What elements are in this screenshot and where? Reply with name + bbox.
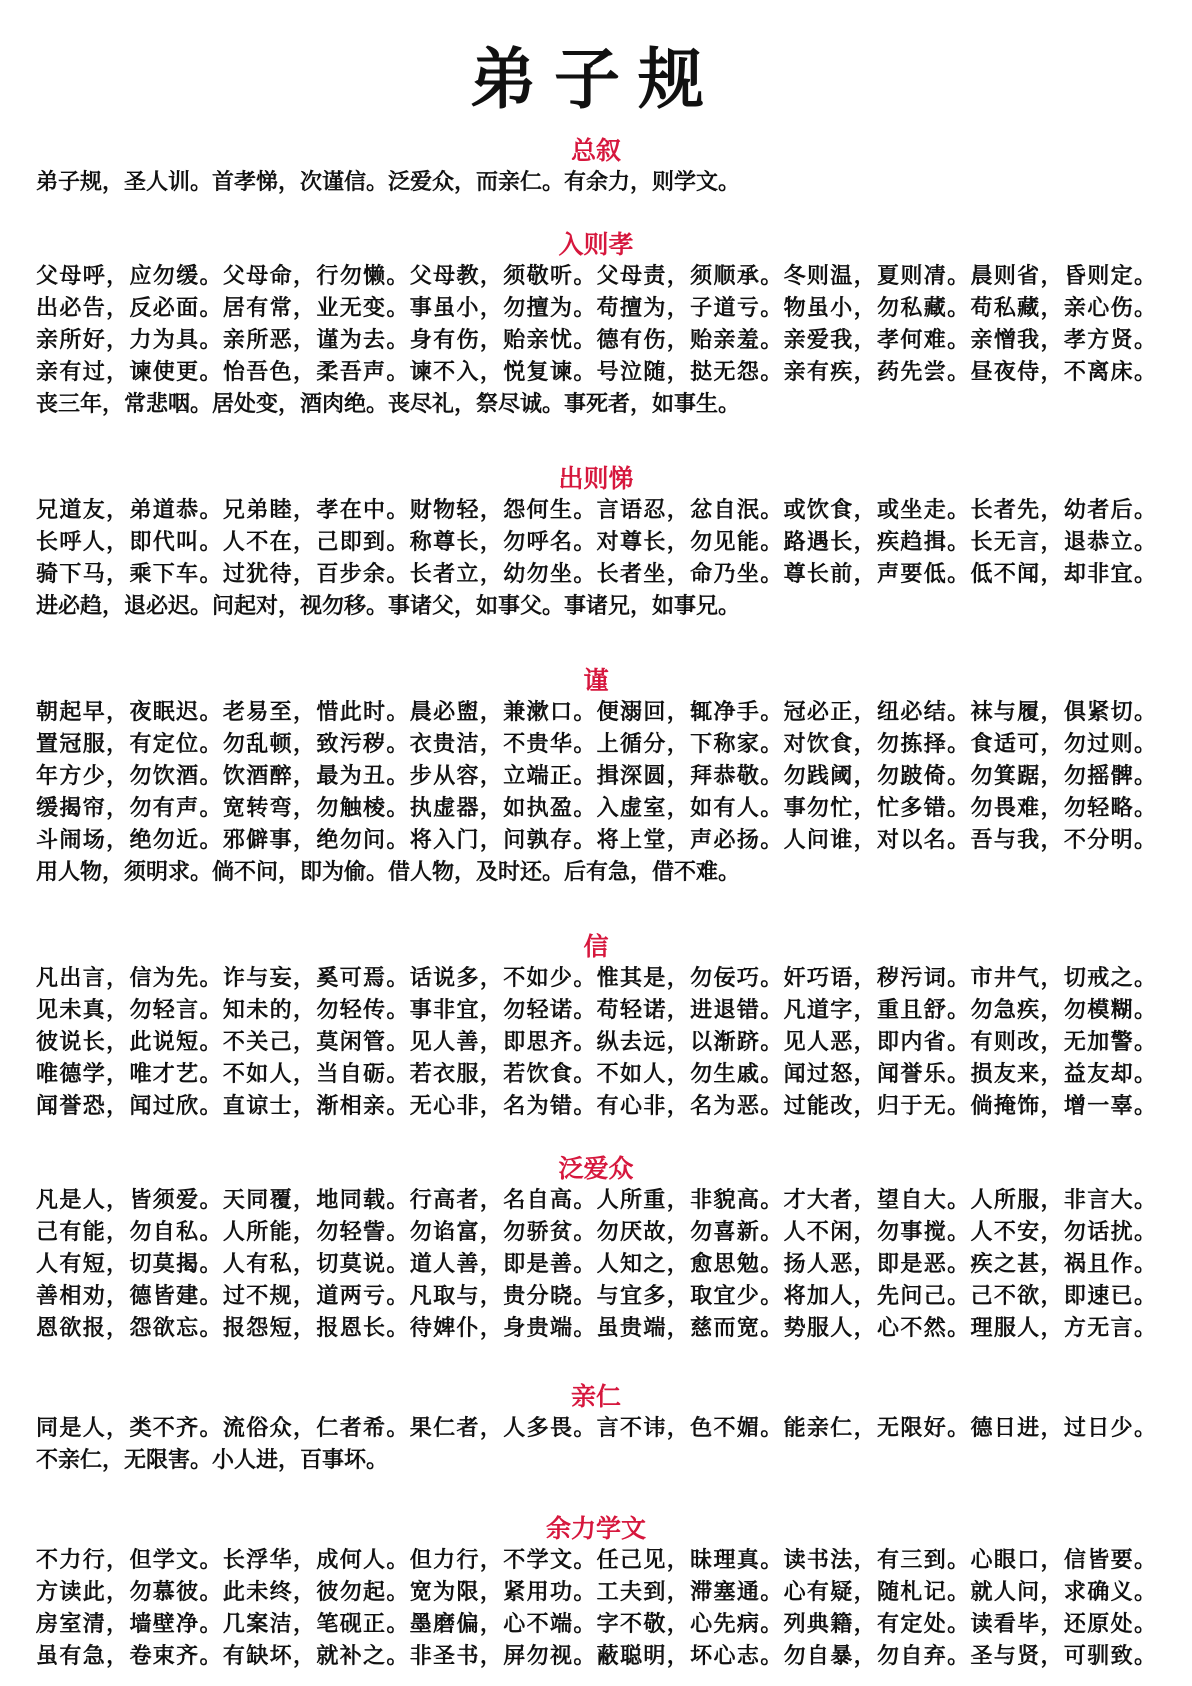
page-title: 弟子规 xyxy=(470,40,722,118)
verse-line: 骑下马，乘下车。过犹待，百步余。长者立，幼勿坐。长者坐，命乃坐。尊长前，声要低。低不闻，却非宜。 xyxy=(36,561,1156,587)
section-heading: 总叙 xyxy=(570,136,621,165)
verse-line: 用人物，须明求。倘不问，即为偷。借人物，及时还。后有急，借不难。 xyxy=(36,859,741,885)
verse-line: 斗闹场，绝勿近。邪僻事，绝勿问。将入门，问孰存。将上堂，声必扬。人问谁，对以名。吾与我，不分明。 xyxy=(36,827,1156,853)
verse-line: 见未真，勿轻言。知未的，勿轻传。事非宜，勿轻诺。苟轻诺，进退错。凡道字，重且舒。勿急疾，勿模糊。 xyxy=(36,997,1156,1023)
verse-line: 父母呼，应勿缓。父母命，行勿懒。父母教，须敬听。父母责，须顺承。冬则温，夏则凊。晨则省，昏则定。 xyxy=(36,263,1156,289)
section-ruzexiao xyxy=(36,230,1156,420)
verse-line: 凡出言，信为先。诈与妄，奚可焉。话说多，不如少。惟其是，勿佞巧。奸巧语，秽污词。市井气，切戒之。 xyxy=(36,965,1156,991)
verse-line: 年方少，勿饮酒。饮酒醉，最为丑。步从容，立端正。揖深圆，拜恭敬。勿践阈，勿跛倚。勿箕踞，勿摇髀。 xyxy=(36,763,1156,789)
verse-line: 人有短，切莫揭。人有私，切莫说。道人善，即是善。人知之，愈思勉。扬人恶，即是恶。疾之甚，祸且作。 xyxy=(36,1251,1156,1277)
verse-line: 恩欲报，怨欲忘。报怨短，报恩长。待婢仆，身贵端。虽贵端，慈而宽。势服人，心不然。理服人，方无言。 xyxy=(36,1315,1156,1341)
verse-line: 不亲仁，无限害。小人进，百事坏。 xyxy=(36,1447,389,1473)
verse-line: 闻誉恐，闻过欣。直谅士，渐相亲。无心非，名为错。有心非，名为恶。过能改，归于无。倘掩饰，增一辜。 xyxy=(36,1093,1156,1119)
section-yulixuewen xyxy=(36,1514,1156,1672)
verse-line: 不力行，但学文。长浮华，成何人。但力行，不学文。任己见，昧理真。读书法，有三到。心眼口，信皆要。 xyxy=(36,1547,1156,1573)
section-heading: 信 xyxy=(583,932,609,961)
verse-line: 出必告，反必面。居有常，业无变。事虽小，勿擅为。苟擅为，子道亏。物虽小，勿私藏。苟私藏，亲心伤。 xyxy=(36,295,1156,321)
verse-line: 房室清，墙壁净。几案洁，笔砚正。墨磨偏，心不端。字不敬，心先病。列典籍，有定处。读看毕，还原处。 xyxy=(36,1611,1156,1637)
section-heading: 亲仁 xyxy=(570,1382,621,1411)
verse-line: 己有能，勿自私。人所能，勿轻訾。勿谄富，勿骄贫。勿厌故，勿喜新。人不闲，勿事搅。人不安，勿话扰。 xyxy=(36,1219,1156,1245)
section-xin xyxy=(36,932,1156,1122)
section-fanaizhong xyxy=(36,1154,1156,1344)
section-heading: 入则孝 xyxy=(558,230,634,259)
section-zongxu xyxy=(36,136,1156,198)
verse-line: 进必趋，退必迟。问起对，视勿移。事诸父，如事父。事诸兄，如事兄。 xyxy=(36,593,741,619)
section-heading: 余力学文 xyxy=(545,1514,646,1543)
section-heading: 谨 xyxy=(583,666,609,695)
verse-line: 丧三年，常悲咽。居处变，酒肉绝。丧尽礼，祭尽诚。事死者，如事生。 xyxy=(36,391,741,417)
verse-line: 凡是人，皆须爱。天同覆，地同载。行高者，名自高。人所重，非貌高。才大者，望自大。人所服，非言大。 xyxy=(36,1187,1156,1213)
verse-line: 善相劝，德皆建。过不规，道两亏。凡取与，贵分晓。与宜多，取宜少。将加人，先问己。己不欲，即速已。 xyxy=(36,1283,1156,1309)
verse-line: 彼说长，此说短。不关己，莫闲管。见人善，即思齐。纵去远，以渐跻。见人恶，即内省。有则改，无加警。 xyxy=(36,1029,1156,1055)
verse-line: 缓揭帘，勿有声。宽转弯，勿触棱。执虚器，如执盈。入虚室，如有人。事勿忙，忙多错。勿畏难，勿轻略。 xyxy=(36,795,1156,821)
section-qinren xyxy=(36,1382,1156,1476)
verse-line: 弟子规，圣人训。首孝悌，次谨信。泛爱众，而亲仁。有余力，则学文。 xyxy=(36,169,741,195)
sections-container xyxy=(36,136,1156,1672)
verse-line: 朝起早，夜眠迟。老易至，惜此时。晨必盥，兼漱口。便溺回，辄净手。冠必正，纽必结。袜与履，俱紧切。 xyxy=(36,699,1156,725)
verse-line: 亲有过，谏使更。怡吾色，柔吾声。谏不入，悦复谏。号泣随，挞无怨。亲有疾，药先尝。昼夜侍，不离床。 xyxy=(36,359,1156,385)
verse-line: 置冠服，有定位。勿乱顿，致污秽。衣贵洁，不贵华。上循分，下称家。对饮食，勿拣择。食适可，勿过则。 xyxy=(36,731,1156,757)
section-jin xyxy=(36,666,1156,888)
section-heading: 出则悌 xyxy=(558,464,634,493)
verse-line: 方读此，勿慕彼。此未终，彼勿起。宽为限，紧用功。工夫到，滞塞通。心有疑，随札记。就人问，求确义。 xyxy=(36,1579,1156,1605)
verse-line: 长呼人，即代叫。人不在，己即到。称尊长，勿呼名。对尊长，勿见能。路遇长，疾趋揖。长无言，退恭立。 xyxy=(36,529,1156,555)
verse-line: 同是人，类不齐。流俗众，仁者希。果仁者，人多畏。言不讳，色不媚。能亲仁，无限好。德日进，过日少。 xyxy=(36,1415,1156,1441)
section-heading: 泛爱众 xyxy=(558,1154,634,1183)
section-chuzeti xyxy=(36,464,1156,622)
verse-line: 唯德学，唯才艺。不如人，当自砺。若衣服，若饮食。不如人，勿生戚。闻过怒，闻誉乐。损友来，益友却。 xyxy=(36,1061,1156,1087)
verse-line: 亲所好，力为具。亲所恶，谨为去。身有伤，贻亲忧。德有伤，贻亲羞。亲爱我，孝何难。亲憎我，孝方贤。 xyxy=(36,327,1156,353)
verse-line: 兄道友，弟道恭。兄弟睦，孝在中。财物轻，怨何生。言语忍，忿自泯。或饮食，或坐走。长者先，幼者后。 xyxy=(36,497,1156,523)
verse-line: 虽有急，卷束齐。有缺坏，就补之。非圣书，屏勿视。蔽聪明，坏心志。勿自暴，勿自弃。圣与贤，可驯致。 xyxy=(36,1643,1156,1669)
